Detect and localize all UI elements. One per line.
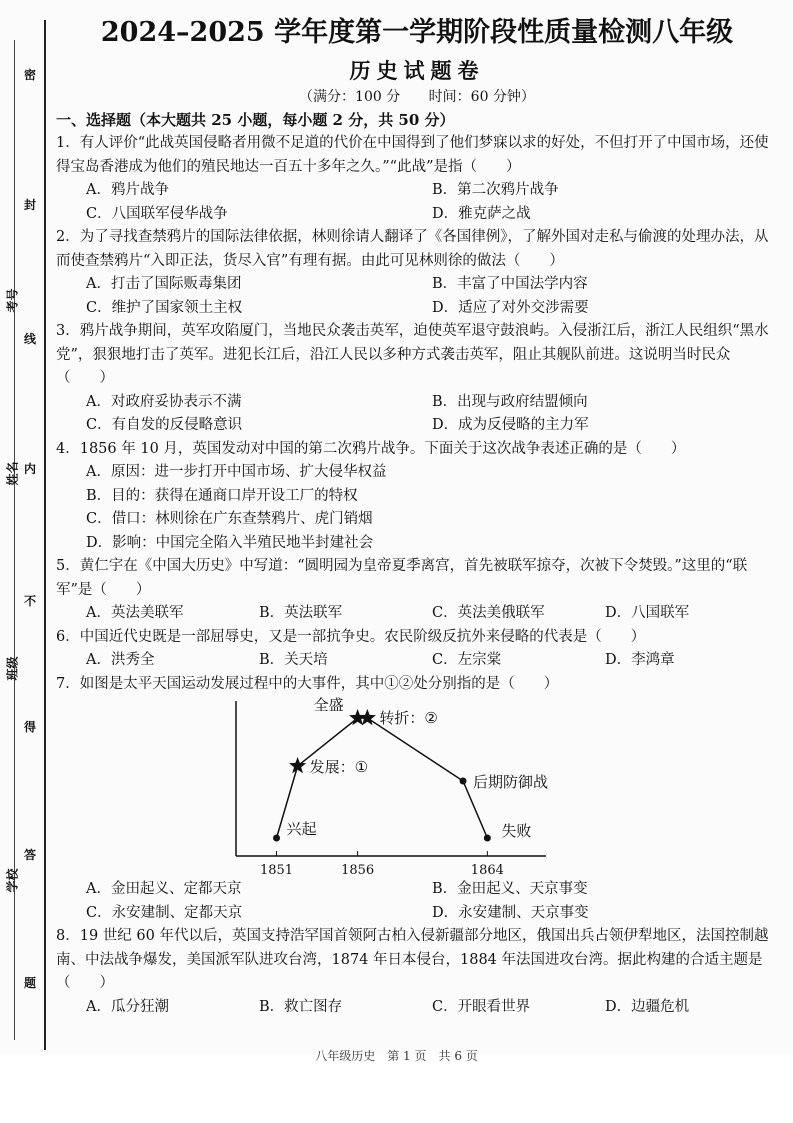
data-label: 转折：② [379,709,438,727]
option-c: C．八国联军侵华战争 [86,205,228,222]
option-b: B．救亡图存 [259,998,343,1015]
option-d: D．雅克萨之战 [432,205,531,222]
option-d: D．适应了对外交涉需要 [432,299,589,316]
question-stem: 3．鸦片战争期间，英军攻陷厦门，当地民众袭击英军，迫使英军退守鼓浪屿。入侵浙江后，浙江人民组织“黑水党”，狠狠地打击了英军。进犯长江后，沿江人民以多种方式袭击英军，阻止其舰队前进。这说明当时民众（ ） [56,323,769,386]
class-field: 班级 [5,656,20,681]
exam-number-field: 考号 [5,288,20,313]
option-a: A．鸦片战争 [86,182,169,198]
seal-char: 密 [24,68,37,82]
option-a: A．英法美联军 [86,605,184,621]
option-b: B．金田起义、天京事变 [432,881,588,897]
seal-char: 内 [24,462,37,476]
option-a: A．洪秀全 [86,652,155,668]
option-d: D．八国联军 [605,605,690,621]
option-a: A．瓜分狂潮 [86,998,169,1015]
question-stem: 7．如图是太平天国运动发展过程中的大事件，其中①②处分别指的是（ ） [56,675,559,692]
option-a: A．对政府妥协表示不满 [86,393,242,410]
seal-char: 答 [24,848,37,862]
option-c: C．永安建制、定都天京 [86,904,243,921]
option-d: D．影响：中国完全陷入半殖民地半封建社会 [86,534,374,551]
question-stem: 8．19 世纪 60 年代以后，英国支持浩罕国首领阿古柏入侵新疆部分地区，俄国出兵占领伊犁地区，法国控制越南、中法战争爆发，美国派军队进攻台湾，1874 年日本侵台，1884 年法国进攻台湾。据此构建的合适主题是（ ） [56,928,769,991]
seal-line [44,20,46,1050]
time-info: 时间：60 分钟） [428,89,535,105]
question-options [56,179,778,226]
option-d: D．李鸿章 [605,652,675,668]
x-tick-label: 1864 [470,863,504,878]
question-stem: 5．黄仁宇在《中国大历史》中写道：“圆明园为皇帝夏季离宫，首先被联军掠夺，次被下令焚毁。”这里的“联军”是（ ） [56,558,748,598]
data-label: 后期防御战 [473,773,549,791]
data-point [484,835,491,842]
data-label: 失败 [501,822,532,840]
option-a: A．打击了国际贩毒集团 [86,276,242,292]
question-options [56,996,778,1020]
seal-char: 得 [24,720,37,734]
question-options [56,273,778,320]
question-stem: 2．为了寻找查禁鸦片的国际法律依据，林则徐请人翻译了《各国律例》，了解外国对走私与偷渡的处理办法，从而使查禁鸦片“入即正法，货尽入官”有理有据。由此可见林则徐的做法（ ） [56,229,769,269]
option-c: C．借口：林则徐在广东查禁鸦片、虎门销烟 [86,511,373,527]
page-footer: 八年级历史 第 1 页 共 6 页 [315,1049,478,1063]
option-b: B．出现与政府结盟倾向 [432,393,588,410]
exam-meta [56,86,778,108]
data-label: 兴起 [286,820,317,838]
question-stem: 6．中国近代史既是一部屈辱史，又是一部抗争史。农民阶级反抗外来侵略的代表是（ ） [56,628,646,645]
option-c: C．有自发的反侵略意识 [86,417,243,433]
question-options [56,602,778,626]
option-c: C．维护了国家领土主权 [86,299,243,316]
taiping-chart [56,696,778,878]
option-c: C．开眼看世界 [432,998,531,1015]
seal-char: 不 [24,594,37,608]
question-options [56,649,778,673]
data-point [460,778,467,785]
option-b: B．第二次鸦片战争 [432,182,559,198]
question-options [56,391,778,438]
option-c: C．左宗棠 [432,652,502,668]
option-a: A．原因：进一步打开中国市场、扩大侵华权益 [86,464,387,480]
exam-title: 2024–2025 学年度第一学期阶段性质量检测八年级 [100,17,734,48]
question-stem: 1．有人评价“此战英国侵略者用微不足道的代价在中国得到了他们梦寐以求的好处，不但打开了中国市场，还使得宝岛香港成为他们的殖民地达一百五十多年之久。”“此战”是指（ ） [56,135,769,175]
exam-content [56,14,778,1019]
option-d: D．成为反侵略的主力军 [432,417,589,433]
x-tick-label: 1856 [341,863,375,878]
option-c: C．英法美俄联军 [432,605,545,621]
question-options [56,878,778,925]
option-b: B．关天培 [259,652,328,668]
option-b: B．丰富了中国法学内容 [432,276,588,292]
data-label: 全盛 [313,696,344,714]
option-b: B．目的：获得在通商口岸开设工厂的特权 [86,487,358,504]
school-field: 学校 [5,868,20,893]
option-a: A．金田起义、定都天京 [86,881,242,897]
score-info: （满分：100 分 [299,89,401,105]
option-d: D．永安建制、天京事变 [432,904,589,921]
seal-char: 题 [24,976,37,990]
question-options [56,461,778,555]
name-field: 姓名 [5,461,20,486]
seal-char: 封 [24,198,37,212]
binding-margin [0,0,50,1055]
section-heading: 一、选择题（本大题共 25 小题，每小题 2 分，共 50 分） [56,111,455,129]
data-label: 发展：① [309,758,369,776]
x-tick-label: 1851 [259,863,294,878]
seal-char: 线 [24,332,37,346]
option-b: B．英法联军 [259,605,343,621]
option-d: D．边疆危机 [605,998,690,1015]
data-point [273,835,280,842]
data-point-star [289,757,306,773]
exam-subtitle: 历史试题卷 [349,58,485,83]
taiping-chart-svg [206,696,566,878]
question-stem: 4．1856 年 10 月，英国发动对中国的第二次鸦片战争。下面关于这次战争表述正确的是（ ） [56,440,686,457]
